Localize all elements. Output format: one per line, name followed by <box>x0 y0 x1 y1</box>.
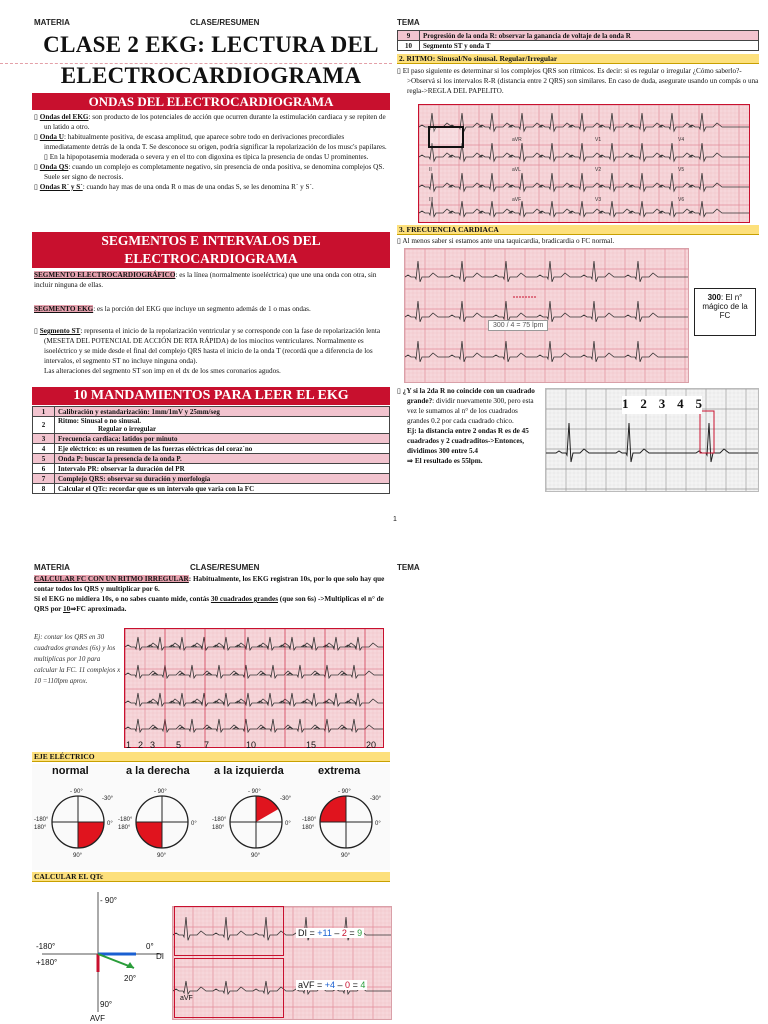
axis-degree-label: -180° <box>118 817 133 823</box>
fc-text: ▯ Al menos saber si estamos ante una taquicardia, bradicardia o FC normal. <box>397 237 615 245</box>
axis-degree-label: 0° <box>191 821 197 827</box>
mandamiento-number: 6 <box>33 464 55 474</box>
lead-label: V6 <box>678 197 685 203</box>
axis-degree-label: 180° <box>302 825 315 831</box>
ecg-trace-row <box>419 113 750 131</box>
axis-title-normal: normal <box>52 765 89 777</box>
lead-label: III <box>429 197 434 203</box>
qtc-section-header: CALCULAR EL QTc <box>32 872 390 882</box>
mandamiento-text: Complejo QRS: observar su duración y morfología <box>55 474 390 484</box>
axis-degree-label: - 90° <box>70 789 83 795</box>
axis-degree-label: -180° <box>302 817 317 823</box>
segmento-ekg-def: SEGMENTO EKG: es la porción del EKG que incluye un segmento además de 1 o mas ondas. <box>34 305 311 313</box>
ondas-section-header: ONDAS DEL ELECTROCARDIOGRAMA <box>32 93 390 110</box>
axis-degree-label: -30° <box>102 796 114 802</box>
page-number: 1 <box>393 516 397 523</box>
ondas-item-qs: ▯ Onda QS: cuando un complejo es completamente negativo, sin presencia de onda positiva, se denomina complejos QS. Suele ser signo de necrosis. <box>34 163 385 181</box>
table-row <box>33 464 390 474</box>
mandamiento-text: Frecuencia cardiaca: latidos por minuto <box>55 434 390 444</box>
axis-circles <box>32 780 390 870</box>
header-tema-2: TEMA <box>397 563 420 572</box>
lead-label: V4 <box>678 137 685 143</box>
grid-count-numbers: 1 2 3 4 5 <box>622 396 702 414</box>
segmentos-section-header: SEGMENTOS E INTERVALOS DEL ELECTROCARDIOGRAMA <box>32 232 390 268</box>
mandamiento-number: 8 <box>33 484 55 494</box>
axis-degree-label: 180° <box>212 825 225 831</box>
eje-section-header: EJE ELÉCTRICO <box>32 752 390 762</box>
strip-count-numbers: 1 2 3 5 7 10 15 20 <box>126 740 377 750</box>
di-lead-box <box>174 906 284 956</box>
axis-degree-label: 0° <box>107 821 113 827</box>
ritmo-text: ▯ El paso siguiente es determinar si los complejos QRS son rítmicos. Es decir: si es regular o irregular ¿Cómo saberlo?->Observá si los intervalos R-R (distancia entre 2 QRS) son similares. En caso de duda, asegurate usando un compás o una regla->REGLA DEL PAPELITO. <box>397 67 759 95</box>
axis-degree-label: -30° <box>370 796 382 802</box>
axis-title-derecha: a la derecha <box>126 765 190 777</box>
ondas-item-u: ▯ Onda U: habitualmente positiva, de escasa amplitud, que aparece sobre todo en derivaciones precordiales inmediatamente detrás de la onda T. Se desconoce su origen, podría significar la repolarización de los musc's papilares. <box>34 133 387 151</box>
irregular-example-text: Ej: contar los QRS en 30 cuadrados grandes (6s) y los multiplicas por 10 para calcular la FC. 11 complejos x 10 =110lpm aprox. <box>34 633 121 685</box>
lead-label: V2 <box>595 167 602 173</box>
axis-degree-label: 90° <box>251 853 261 859</box>
axis-degree-label: 0° <box>375 821 381 827</box>
segmento-electro-def: SEGMENTO ELECTROCARDIOGRÁFICO: es la línea (normalmente isoeléctrica) que une una onda con otra, sin incluir ninguna de ellas. <box>34 271 377 289</box>
mandamiento-number: 1 <box>33 407 55 417</box>
axis-diagrams <box>32 764 390 870</box>
mandamiento-number: 2 <box>33 417 55 434</box>
mandamiento-number: 4 <box>33 444 55 454</box>
mandamiento-text: Ritmo: Sinusal o no sinusal. Regular o irregular <box>55 417 390 434</box>
axis-degree-label: 180° <box>118 825 131 831</box>
avf-lead-label: aVF <box>180 995 193 1002</box>
header-clase-2: CLASE/RESUMEN <box>190 563 260 572</box>
table-row <box>33 484 390 494</box>
lead-label: aVR <box>512 137 522 143</box>
axis-title-extrema: extrema <box>318 765 361 777</box>
axis-degree-label: -180° <box>34 817 49 823</box>
ondas-list <box>34 112 390 192</box>
avf-lead-box <box>174 958 284 1018</box>
axis-degree-label: 90° <box>73 853 83 859</box>
mandamiento-text: Calcular el QTc: recordar que es un intervalo que varia con la FC <box>55 484 390 494</box>
mandamientos-section-header: 10 MANDAMIENTOS PARA LEER EL EKG <box>32 387 390 405</box>
table-row <box>33 454 390 464</box>
ecg-trace-row <box>419 143 750 161</box>
ondas-item-rs: ▯ Ondas R´ y S´: cuando hay mas de una onda R o mas de una ondas S, se les denomina R´ y S´. <box>34 183 314 191</box>
lead-label: V1 <box>595 137 602 143</box>
lead-label: II <box>429 167 432 173</box>
axis-degree-label: 90° <box>157 853 167 859</box>
ondas-item-ekg: ▯ Ondas del EKG: son producto de los potenciales de acción que ocurren durante la estimulación cardiaca y se repiten de un latido a otro. <box>34 113 386 131</box>
axis-degree-label: - 90° <box>154 789 167 795</box>
axis-degree-label: 180° <box>34 825 47 831</box>
irregular-rhythm-text: CALCULAR FC CON UN RITMO IRREGULAR: Habitualmente, los EKG registran 10s, por lo que solo hay que contar todos los QRS y multiplicar por 6. Si el EKG no midiera 10s, o no sabes cuanto mide, contás 30 cuadrados grandes (que son 6s) ->Multiplicas el n° de QRS por 10⇒FC aproximada. <box>34 575 385 613</box>
axis-degree-label: -30° <box>280 796 292 802</box>
table-row <box>33 444 390 454</box>
lead-label: I <box>429 137 431 143</box>
ecg-fc-strip <box>404 248 689 383</box>
fc-magic-number-box: 300: El n° mágico de la FC <box>694 288 756 336</box>
axis-degree-label: 0° <box>285 821 291 827</box>
ritmo-section-header: 2. RITMO: Sinusal/No sinusal. Regular/Irregular <box>397 54 759 64</box>
table-row <box>33 407 390 417</box>
table-row <box>33 474 390 484</box>
table-row <box>33 434 390 444</box>
di-formula: DI = +11 – 2 = 9 <box>298 928 363 938</box>
ecg-trace-row <box>405 301 689 322</box>
axis-title-izquierda: a la izquierda <box>214 765 284 777</box>
header-tema: TEMA <box>397 18 420 27</box>
axis-degree-label: 90° <box>341 853 351 859</box>
mandamiento-text: Eje eléctrico: es un resumen de las fuerzas eléctricas del coraz´no <box>55 444 390 454</box>
mandamiento-number: 3 <box>33 434 55 444</box>
mandamiento-text: Intervalo PR: observar la duración del PR <box>55 464 390 474</box>
header-materia-2: MATERIA <box>34 563 70 572</box>
ecg-irregular-strip <box>124 628 384 748</box>
segmento-st-def: ▯ Segmento ST: representa el inicio de la repolarización ventricular y se corresponde con la fase de repolarización lenta (MESETA DEL POTENCIAL DE ACCIÓN DE RTA RÁPIDA) de los miocitos ventriculares. Normalmente es isoeléctrico y se mide desde el final del complejo QRS hasta el inicio de la onda T (recordá que a diferencia de los intervalos, el segmento ST no incluye ninguna onda). Las alteraciones del segmento ST son imp en el dx de los smes coronarios agudos. <box>34 327 381 375</box>
mandamiento-number: 5 <box>33 454 55 464</box>
avf-formula: aVF = +4 – 0 = 4 <box>298 980 366 990</box>
header-materia: MATERIA <box>34 18 70 27</box>
lead-label: V5 <box>678 167 685 173</box>
fc-question-block: ▯ ¿Y si la 2da R no coincide con un cuadrado grande?: dividir nuevamente 300, pero esta vez le sumamos al n° de los cuadrados grandes 0.2 por cada cuadrado chico. Ej: la distancia entre 2 ondas R es de 45 cuadrados y 2 cuadraditos->Entonces, dividimos 300 entre 5.4 ⇒ El resultado es 55lpm. <box>397 387 535 465</box>
axis-degree-label: - 90° <box>248 789 261 795</box>
lead-label: V3 <box>595 197 602 203</box>
axis-degree-label: - 90° <box>338 789 351 795</box>
ondas-item-hipopotasemia: ▯ En la hipopotasemia moderada o severa y en el tto con digoxina es típica la presencia de ondas U prominentes. <box>44 153 369 161</box>
fc-calculation-label: 300 / 4 = 75 lpm <box>488 320 548 331</box>
axis-circle <box>212 789 292 859</box>
rr-interval-marker <box>428 126 464 148</box>
lead-label: aVF <box>512 197 522 203</box>
page-title-line1: CLASE 2 EKG: LECTURA DEL <box>43 32 379 57</box>
mandamientos-table-cont <box>397 30 759 51</box>
header-clase: CLASE/RESUMEN <box>190 18 260 27</box>
page-title-line2: ELECTROCARDIOGRAMA <box>60 63 362 88</box>
axis-circle <box>302 789 382 859</box>
axis-degree-label: -180° <box>212 817 227 823</box>
ecg-trace-row <box>405 341 689 362</box>
axis-circle <box>118 789 197 859</box>
ecg-trace-rhythm <box>419 201 750 217</box>
fc-section-header: 3. FRECUENCIA CARDIACA <box>397 225 759 235</box>
ecg-12-lead-strip <box>418 104 750 223</box>
ecg-trace-row <box>419 173 750 191</box>
mandamiento-text: Calibración y estandarización: 1mm/1mV y 25mm/seg <box>55 407 390 417</box>
axis-sector <box>256 796 279 822</box>
mandamiento-number: 7 <box>33 474 55 484</box>
ecg-trace-row <box>405 261 689 282</box>
table-row: 10 Segmento ST y onda T <box>398 41 759 51</box>
qtc-axis-figure: - 90° -180° +180° 0° DI 20° 90° AVF <box>36 896 164 1023</box>
lead-label: aVL <box>512 167 521 173</box>
axis-circle <box>34 789 114 859</box>
table-row <box>33 417 390 434</box>
mandamientos-table <box>32 406 390 494</box>
table-row: 9 Progresión de la onda R: observar la ganancia de voltaje de la onda R <box>398 31 759 41</box>
mandamiento-text: Onda P: buscar la presencia de la onda P. <box>55 454 390 464</box>
